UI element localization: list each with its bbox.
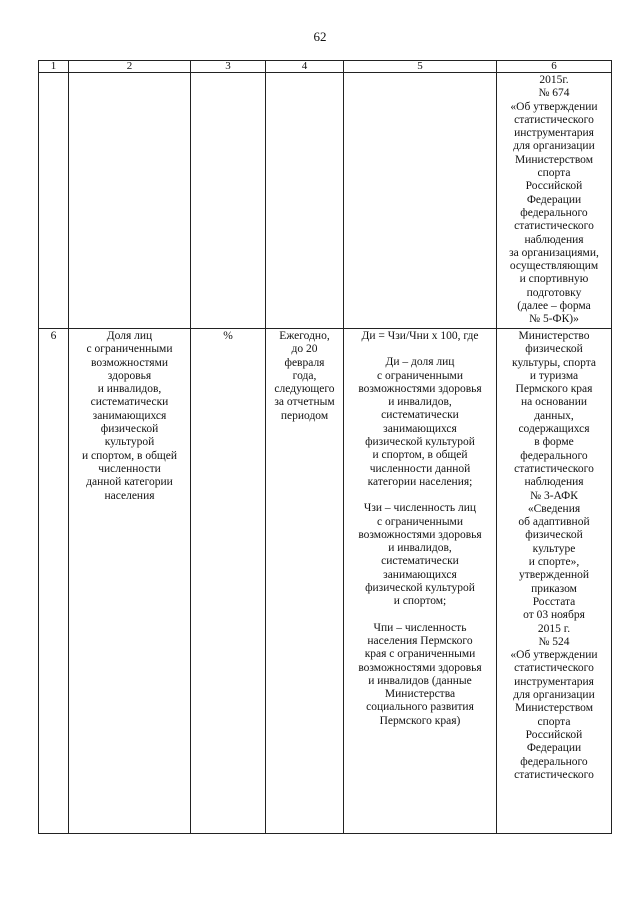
text-line: и инвалидов (данные <box>368 674 472 687</box>
text-line: Российской <box>525 180 583 193</box>
text-line: статистического <box>514 768 594 781</box>
text-line: возможностями здоровья <box>358 661 482 674</box>
text-line: инструментария <box>514 675 594 688</box>
text-line: № 674 <box>538 87 570 100</box>
text-line: федерального <box>520 449 588 462</box>
text-line: на основании <box>520 396 588 409</box>
text-line: физической культурой <box>365 582 475 595</box>
text-line: Министерством <box>515 702 593 715</box>
text-line: статистического <box>514 113 594 126</box>
text-line: края с ограниченными <box>364 648 476 661</box>
text-line: численности <box>98 462 161 475</box>
text-line: 2015 г. <box>537 622 571 635</box>
text-line: систематически <box>90 396 169 409</box>
text-line: Министерством <box>515 153 593 166</box>
text-line: «Об утверждении <box>510 100 598 113</box>
frequency-cell <box>266 329 344 834</box>
text-line: года, <box>292 369 317 382</box>
text-line: социального развития <box>366 701 474 714</box>
column-header: 3 <box>191 61 266 73</box>
text-line: и спортом, в общей <box>81 449 178 462</box>
text-line: инструментария <box>514 127 594 140</box>
text-line: № 524 <box>538 635 570 648</box>
text-line: систематически <box>381 409 459 422</box>
text-line: об адаптивной <box>518 516 590 529</box>
text-line: и спортом; <box>393 595 447 608</box>
table-row-continued <box>39 73 612 329</box>
text-line: и туризма <box>529 369 579 382</box>
row-number: 6 <box>39 329 69 834</box>
text-line: с ограниченными <box>86 343 173 356</box>
text-line: с ограниченными <box>377 369 463 382</box>
indicator-table <box>38 60 612 834</box>
text-line: физической <box>100 423 159 436</box>
definition-di <box>347 356 493 489</box>
text-line: для организации <box>513 140 595 153</box>
text-line: подготовку <box>526 286 582 299</box>
text-line: № 5-ФК)» <box>529 313 579 326</box>
text-line: систематически <box>381 555 459 568</box>
page-number: 62 <box>313 29 327 44</box>
column-header: 6 <box>497 61 612 73</box>
text-line: данных, <box>534 409 574 422</box>
text-line: (далее – форма <box>517 300 591 313</box>
text-line: наблюдения <box>524 233 584 246</box>
text-line: возможностями здоровья <box>358 382 482 395</box>
text-line: и инвалидов, <box>388 396 452 409</box>
column-header: 5 <box>344 61 497 73</box>
text-line: Пермского края) <box>379 714 461 727</box>
text-line: физической культурой <box>365 436 475 449</box>
text-line: Федерации <box>526 742 582 755</box>
text-line: Пермского края <box>515 383 593 396</box>
text-line: Федерации <box>526 193 582 206</box>
text-line: до 20 <box>291 343 318 356</box>
text-line: федерального <box>520 755 588 768</box>
text-line: содержащихся <box>518 423 590 436</box>
text-line: физической <box>525 529 583 542</box>
text-line: периодом <box>280 409 329 422</box>
text-line: следующего <box>274 383 335 396</box>
text-line: физической <box>525 343 583 356</box>
text-line: численности данной <box>369 462 471 475</box>
formula: Ди = Чзи/Чни х 100, где <box>361 330 479 342</box>
text-line: населения Пермского <box>367 634 473 647</box>
text-line: возможностями <box>90 356 169 369</box>
text-line: занимающихся <box>383 568 457 581</box>
text-line: культуре <box>532 542 576 555</box>
column-header: 2 <box>69 61 191 73</box>
text-line: № 3-АФК <box>530 489 578 502</box>
data-source-cell <box>497 329 612 834</box>
text-line: «Об утверждении <box>510 649 598 662</box>
text-line: категории населения; <box>367 475 473 488</box>
text-line: Министерства <box>384 688 456 701</box>
text-line: занимающихся <box>383 422 457 435</box>
header-row <box>39 61 612 73</box>
text-line: и спортом, в общей <box>372 449 468 462</box>
text-line: статистического <box>514 462 594 475</box>
text-line: спорта <box>537 715 571 728</box>
text-line: федерального <box>520 206 588 219</box>
text-line: февраля <box>284 356 325 369</box>
text-line: Ежегодно, <box>279 330 330 342</box>
text-line: утвержденной <box>518 569 590 582</box>
table-row-6 <box>39 329 612 834</box>
text-line: статистического <box>514 220 594 233</box>
text-line: Доля лиц <box>106 330 153 342</box>
formula-cell <box>344 329 497 834</box>
text-line: за отчетным <box>274 396 335 409</box>
definition-chzi <box>347 502 493 608</box>
text-line: статистического <box>514 662 594 675</box>
text-line: и спорте», <box>528 556 580 569</box>
text-line: осуществляющим <box>509 260 599 273</box>
definition-chpi <box>347 622 493 728</box>
text-line: «Сведения <box>527 502 581 515</box>
text-line: приказом <box>531 582 577 595</box>
text-line: Чзи – численность лиц <box>363 502 477 515</box>
column-header: 1 <box>39 61 69 73</box>
unit-cell: % <box>191 329 266 834</box>
text-line: в форме <box>534 436 574 449</box>
text-line: за организациями, <box>509 246 599 259</box>
text-line: культурой <box>104 436 155 449</box>
text-line: для организации <box>513 689 595 702</box>
text-line: и инвалидов, <box>97 383 162 396</box>
text-line: с ограниченными <box>377 515 463 528</box>
text-line: Министерство <box>518 330 590 342</box>
column-header: 4 <box>266 61 344 73</box>
text-line: наблюдения <box>524 476 584 489</box>
text-line: культуры, спорта <box>512 356 596 369</box>
indicator-name-cell <box>69 329 191 834</box>
text-line: 2015г. <box>539 74 569 86</box>
text-line: Ди – доля лиц <box>385 356 455 369</box>
data-source-cell <box>497 73 612 329</box>
text-line: Росстата <box>532 595 576 608</box>
text-line: занимающихся <box>92 409 167 422</box>
text-line: Чпи – численность <box>373 621 467 634</box>
text-line: спорта <box>537 167 571 180</box>
text-line: возможностями здоровья <box>358 528 482 541</box>
text-line: здоровья <box>107 369 152 382</box>
text-line: от 03 ноября <box>523 609 585 622</box>
text-line: и инвалидов, <box>388 542 452 555</box>
text-line: населения <box>104 489 155 502</box>
text-line: данной категории <box>86 476 173 489</box>
text-line: и спортивную <box>519 273 589 286</box>
text-line: Российской <box>525 728 583 741</box>
